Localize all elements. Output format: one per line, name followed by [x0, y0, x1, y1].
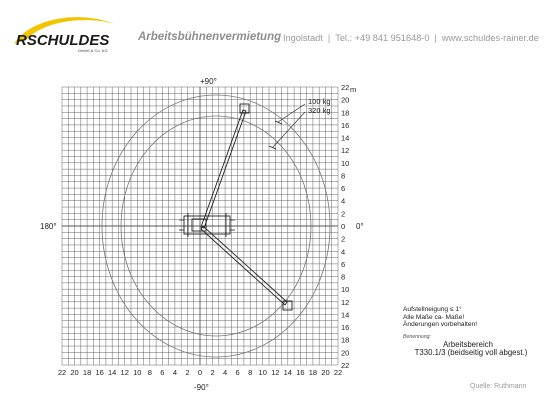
- x-tick-label: 10: [133, 368, 142, 377]
- x-tick-label: 12: [271, 368, 280, 377]
- contact-city: Ingolstadt: [283, 33, 323, 43]
- separator: |: [434, 33, 437, 43]
- logo-subtext: GmbH & Co. KG: [78, 48, 108, 53]
- note-line: Aufstellneigung ≤ 1°: [403, 306, 462, 313]
- contact-phone: Tel.: +49 841 951648-0: [335, 33, 430, 43]
- y-tick-label: 16: [341, 323, 350, 333]
- load-label-100kg: 100 kg: [308, 97, 331, 106]
- tagline: Arbeitsbühnenvermietung: [138, 31, 282, 43]
- y-tick-label: 4: [341, 247, 346, 257]
- x-axis-ticks: [58, 368, 342, 377]
- basket-upper: [240, 104, 249, 113]
- y-tick-label: 10: [341, 285, 350, 295]
- x-tick-label: 6: [160, 368, 165, 377]
- x-tick-label: 20: [321, 368, 330, 377]
- x-tick-label: 6: [235, 368, 240, 377]
- y-tick-label: 6: [341, 259, 346, 269]
- x-tick-label: 14: [108, 368, 117, 377]
- x-tick-label: 16: [296, 368, 305, 377]
- y-tick-label: 20: [341, 348, 350, 358]
- x-tick-label: 8: [147, 368, 152, 377]
- y-tick-label: 10: [341, 158, 350, 168]
- x-tick-label: 10: [258, 368, 267, 377]
- x-tick-label: 4: [172, 368, 177, 377]
- range-title: Arbeitsbereich: [443, 340, 493, 349]
- y-tick-label: 14: [341, 310, 350, 320]
- angle-bottom-label: -90°: [194, 383, 209, 392]
- y-tick-label: 8: [341, 272, 346, 282]
- x-tick-label: 22: [57, 368, 67, 377]
- x-tick-label: 4: [223, 368, 228, 377]
- unit-label: m: [350, 85, 357, 94]
- x-tick-label: 0: [197, 368, 203, 377]
- y-tick-label: 6: [341, 184, 346, 194]
- x-tick-label: 22: [333, 368, 343, 377]
- load-label-320kg: 320 kg: [308, 106, 331, 115]
- y-tick-label: 22: [341, 361, 350, 370]
- y-tick-label: 16: [341, 120, 350, 130]
- angle-top-label: +90°: [200, 77, 217, 86]
- y-tick-label: 8: [341, 171, 346, 181]
- y-tick-label: 18: [341, 108, 350, 118]
- model-label: T330.1/3 (beidseitig voll abgest.): [414, 348, 528, 357]
- x-tick-label: 18: [308, 368, 318, 377]
- x-tick-label: 16: [95, 368, 104, 377]
- angle-left-label: 180°: [40, 222, 57, 231]
- y-tick-label: 4: [341, 196, 346, 206]
- y-tick-label: 22: [341, 83, 350, 92]
- y-tick-label: 18: [341, 335, 350, 345]
- logo-text: RSCHULDES: [16, 32, 110, 49]
- source-credit: Quelle: Ruthmann: [470, 383, 527, 390]
- note-line: Alle Maße ca- Maße!: [403, 313, 465, 321]
- note-line: Änderungen vorbehalten!: [403, 321, 478, 329]
- separator: |: [327, 33, 331, 43]
- turret: [192, 219, 206, 231]
- x-tick-label: 2: [185, 368, 190, 377]
- y-tick-label: 2: [341, 234, 346, 244]
- benennung-label: Benennung:: [403, 334, 431, 340]
- y-tick-label: 12: [341, 146, 350, 156]
- x-tick-label: 14: [283, 368, 292, 377]
- y-axis-ticks: [341, 83, 349, 370]
- grid: [62, 87, 338, 365]
- load-leaders: [269, 104, 305, 149]
- x-tick-label: 12: [120, 368, 129, 377]
- x-tick-label: 2: [210, 368, 215, 377]
- y-tick-label: 0: [341, 222, 346, 231]
- y-tick-label: 2: [341, 209, 346, 219]
- y-tick-label: 12: [341, 297, 350, 307]
- angle-right-label: 0°: [356, 222, 364, 231]
- y-tick-label: 20: [341, 95, 350, 105]
- contact-website[interactable]: www.schuldes-rainer.de: [441, 33, 539, 43]
- x-tick-label: 8: [248, 368, 253, 377]
- x-tick-label: 20: [70, 368, 79, 377]
- x-tick-label: 18: [82, 368, 92, 377]
- notes: [403, 306, 477, 329]
- y-tick-label: 14: [341, 133, 350, 143]
